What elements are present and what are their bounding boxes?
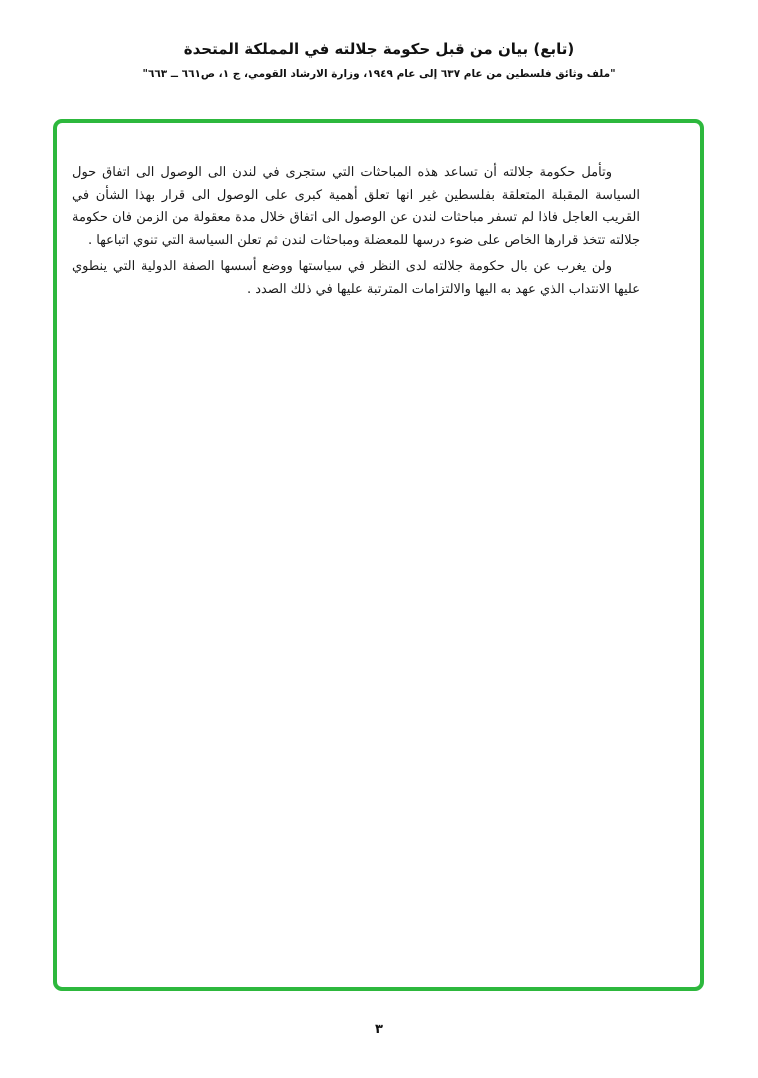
page-number: ٣ [375,1022,383,1037]
document-body [72,162,640,305]
page-title: (تابع) بيان من قبل حكومة جلالته في المملكة المتحدة [183,40,575,58]
source-citation: "ملف وثائق فلسطين من عام ٦٣٧ إلى عام ١٩٤٩، وزارة الارشاد القومي، ج ١، ص٦٦١ ــ ٦٦٣" [142,68,616,80]
document-paragraph: وتأمل حكومة جلالته أن تساعد هذه المباحثات التي ستجرى في لندن الى الوصول الى اتفاق حول السياسة المقبلة المتعلقة بفلسطين غير انها تعلق أهمية كبرى على الوصول الى قرار بهذا الشأن في القريب العاجل فاذا لم تسفر مباحثات لندن عن الوصول الى اتفاق خلال مدة معقولة من الزمن فان حكومة جلالته تتخذ قرارها الخاص على ضوء درسها للمعضلة ومباحثات لندن ثم تعلن السياسة التي تنوي اتباعها . [72,165,640,248]
document-paragraph: ولن يغرب عن بال حكومة جلالته لدى النظر في سياستها ووضع أسسها الصفة الدولية التي ينطوي عليها الانتداب الذي عهد به اليها والالتزامات المترتبة عليها في ذلك الصدد . [72,259,640,297]
page-header [0,36,758,83]
